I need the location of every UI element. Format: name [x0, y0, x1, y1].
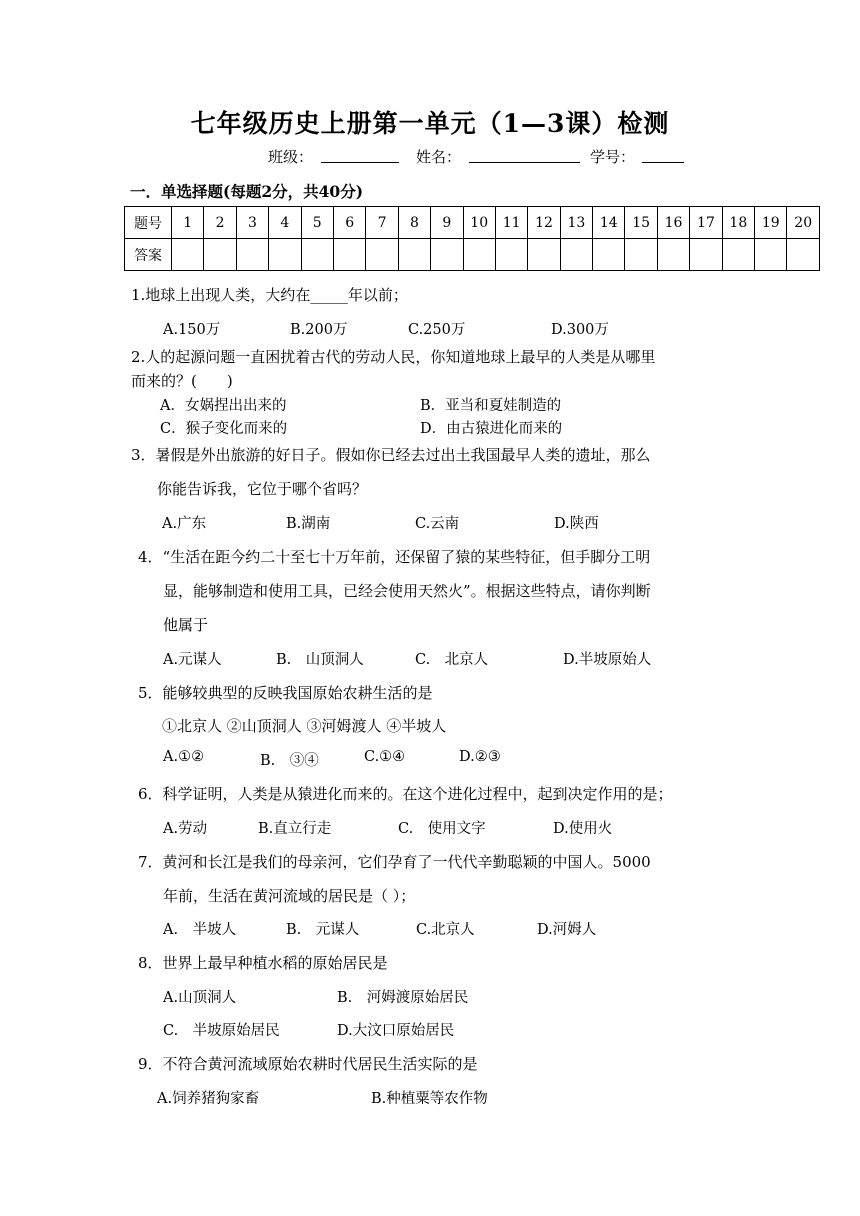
answer-cell[interactable]	[755, 239, 787, 271]
question-number-cell: 2	[204, 207, 236, 239]
answer-table	[124, 206, 820, 271]
question-5: 5．能够较典型的反映我国原始农耕生活的是	[138, 684, 433, 702]
question-number-cell: 3	[236, 207, 268, 239]
question-number-cell: 7	[366, 207, 398, 239]
q2-option-c: C．猴子变化而来的	[160, 421, 288, 437]
question-number-cell: 11	[495, 207, 527, 239]
q5-option-a: A.①②	[163, 749, 205, 765]
answer-cell[interactable]	[625, 239, 657, 271]
question-5-line-2: ①北京人 ②山顶洞人 ③河姆渡人 ④半坡人	[162, 717, 447, 735]
question-number-cell: 17	[690, 207, 722, 239]
answer-row	[125, 239, 820, 271]
q3-option-c: C.云南	[415, 516, 460, 532]
question-number-cell: 16	[657, 207, 689, 239]
q2-option-d: D．由古猿进化而来的	[420, 421, 563, 437]
question-2: 2.人的起源问题一直困扰着古代的劳动人民，你知道地球上最早的人类是从哪里	[131, 348, 656, 366]
answer-cell[interactable]	[528, 239, 560, 271]
q9-option-b: B.种植粟等农作物	[371, 1091, 488, 1107]
q8-option-b: B. 河姆渡原始居民	[337, 990, 469, 1006]
q2-option-a: A．女娲捏出出来的	[160, 398, 287, 414]
q8-option-d: D.大汶口原始居民	[337, 1023, 455, 1039]
q5-option-c: C.①④	[364, 749, 406, 765]
table-header-cell: 题号	[125, 207, 172, 239]
question-number-cell: 14	[593, 207, 625, 239]
question-number-cell: 10	[463, 207, 495, 239]
answer-cell[interactable]	[463, 239, 495, 271]
question-6: 6．科学证明，人类是从猿进化而来的。在这个进化过程中，起到决定作用的是；	[138, 785, 673, 803]
answer-cell[interactable]	[301, 239, 333, 271]
q4-option-a: A.元谋人	[163, 652, 222, 668]
q7-option-c: C.北京人	[416, 922, 475, 938]
question-number-cell: 8	[398, 207, 430, 239]
question-1: 1.地球上出现人类，大约在_____年以前；	[131, 286, 408, 304]
question-number-cell: 12	[528, 207, 560, 239]
answer-cell[interactable]	[431, 239, 463, 271]
question-8: 8．世界上最早种植水稻的原始居民是	[138, 954, 388, 972]
q1-option-b: B.200万	[290, 322, 348, 338]
question-number-cell: 15	[625, 207, 657, 239]
question-9: 9．不符合黄河流域原始农耕时代居民生活实际的是	[138, 1055, 478, 1073]
answer-cell[interactable]	[560, 239, 592, 271]
question-number-cell: 13	[560, 207, 592, 239]
name-label: 姓名：	[416, 148, 462, 166]
answer-cell[interactable]	[657, 239, 689, 271]
question-3-line-2: 你能告诉我，它位于哪个省吗？	[157, 480, 368, 498]
answer-cell[interactable]	[722, 239, 754, 271]
q6-option-c: C. 使用文字	[398, 821, 486, 837]
q4-option-d: D.半坡原始人	[563, 652, 652, 668]
name-field[interactable]	[469, 148, 580, 163]
question-number-cell: 4	[269, 207, 301, 239]
q4-option-b: B. 山顶洞人	[276, 652, 364, 668]
q3-option-a: A.广东	[162, 516, 207, 532]
id-field[interactable]	[642, 148, 684, 163]
question-number-cell: 19	[755, 207, 787, 239]
question-number-cell: 9	[431, 207, 463, 239]
q7-option-d: D.河姆人	[537, 922, 597, 938]
question-4-line-3: 他属于	[163, 616, 209, 634]
answer-cell[interactable]	[172, 239, 204, 271]
q7-option-b: B. 元谋人	[286, 922, 360, 938]
q1-option-d: D.300万	[551, 322, 609, 338]
question-7-line-2: 年前，生活在黄河流域的居民是（ ）；	[163, 887, 416, 905]
answer-cell[interactable]	[204, 239, 236, 271]
q9-option-a: A.饲养猪狗家畜	[157, 1091, 260, 1107]
table-header-cell: 答案	[125, 239, 172, 271]
question-number-cell: 5	[301, 207, 333, 239]
q3-option-b: B.湖南	[286, 516, 331, 532]
question-2-line-2: 而来的？( )	[131, 372, 233, 390]
q2-option-b: B．亚当和夏娃制造的	[420, 398, 562, 414]
q8-option-c: C. 半坡原始居民	[163, 1023, 280, 1039]
question-number-cell: 20	[787, 207, 820, 239]
q3-option-d: D.陕西	[554, 516, 599, 532]
q1-option-c: C.250万	[408, 322, 466, 338]
q6-option-d: D.使用火	[553, 821, 613, 837]
question-7: 7．黄河和长江是我们的母亲河，它们孕育了一代代辛勤聪颖的中国人。5000	[138, 853, 651, 871]
q6-option-b: B.直立行走	[258, 821, 332, 837]
q6-option-a: A.劳动	[163, 821, 208, 837]
answer-cell[interactable]	[269, 239, 301, 271]
answer-cell[interactable]	[787, 239, 820, 271]
question-number-cell: 1	[172, 207, 204, 239]
answer-cell[interactable]	[495, 239, 527, 271]
question-number-row	[125, 207, 820, 239]
q4-option-c: C. 北京人	[415, 652, 489, 668]
q8-option-a: A.山顶洞人	[163, 990, 237, 1006]
page-title: 七年级历史上册第一单元（1—3课）检测	[190, 109, 670, 138]
q1-option-a: A.150万	[163, 322, 221, 338]
question-4-line-2: 显，能够制造和使用工具，已经会使用天然火”。根据这些特点，请你判断	[163, 582, 651, 600]
q5-option-b: B. ③④	[260, 753, 319, 769]
answer-cell[interactable]	[333, 239, 365, 271]
question-4: 4．“生活在距今约二十至七十万年前，还保留了猿的某些特征，但手脚分工明	[138, 548, 651, 566]
question-3: 3．暑假是外出旅游的好日子。假如你已经去过出土我国最早人类的遗址，那么	[131, 446, 651, 464]
answer-cell[interactable]	[398, 239, 430, 271]
answer-cell[interactable]	[366, 239, 398, 271]
answer-cell[interactable]	[690, 239, 722, 271]
question-number-cell: 6	[333, 207, 365, 239]
q5-option-d: D.②③	[459, 749, 501, 765]
class-field[interactable]	[321, 148, 399, 163]
section-heading: 一．单选择题(每题2分，共40分)	[130, 182, 364, 201]
answer-cell[interactable]	[593, 239, 625, 271]
question-number-cell: 18	[722, 207, 754, 239]
answer-cell[interactable]	[236, 239, 268, 271]
q7-option-a: A. 半坡人	[163, 922, 237, 938]
id-label: 学号：	[590, 148, 636, 166]
class-label: 班级：	[268, 148, 314, 166]
